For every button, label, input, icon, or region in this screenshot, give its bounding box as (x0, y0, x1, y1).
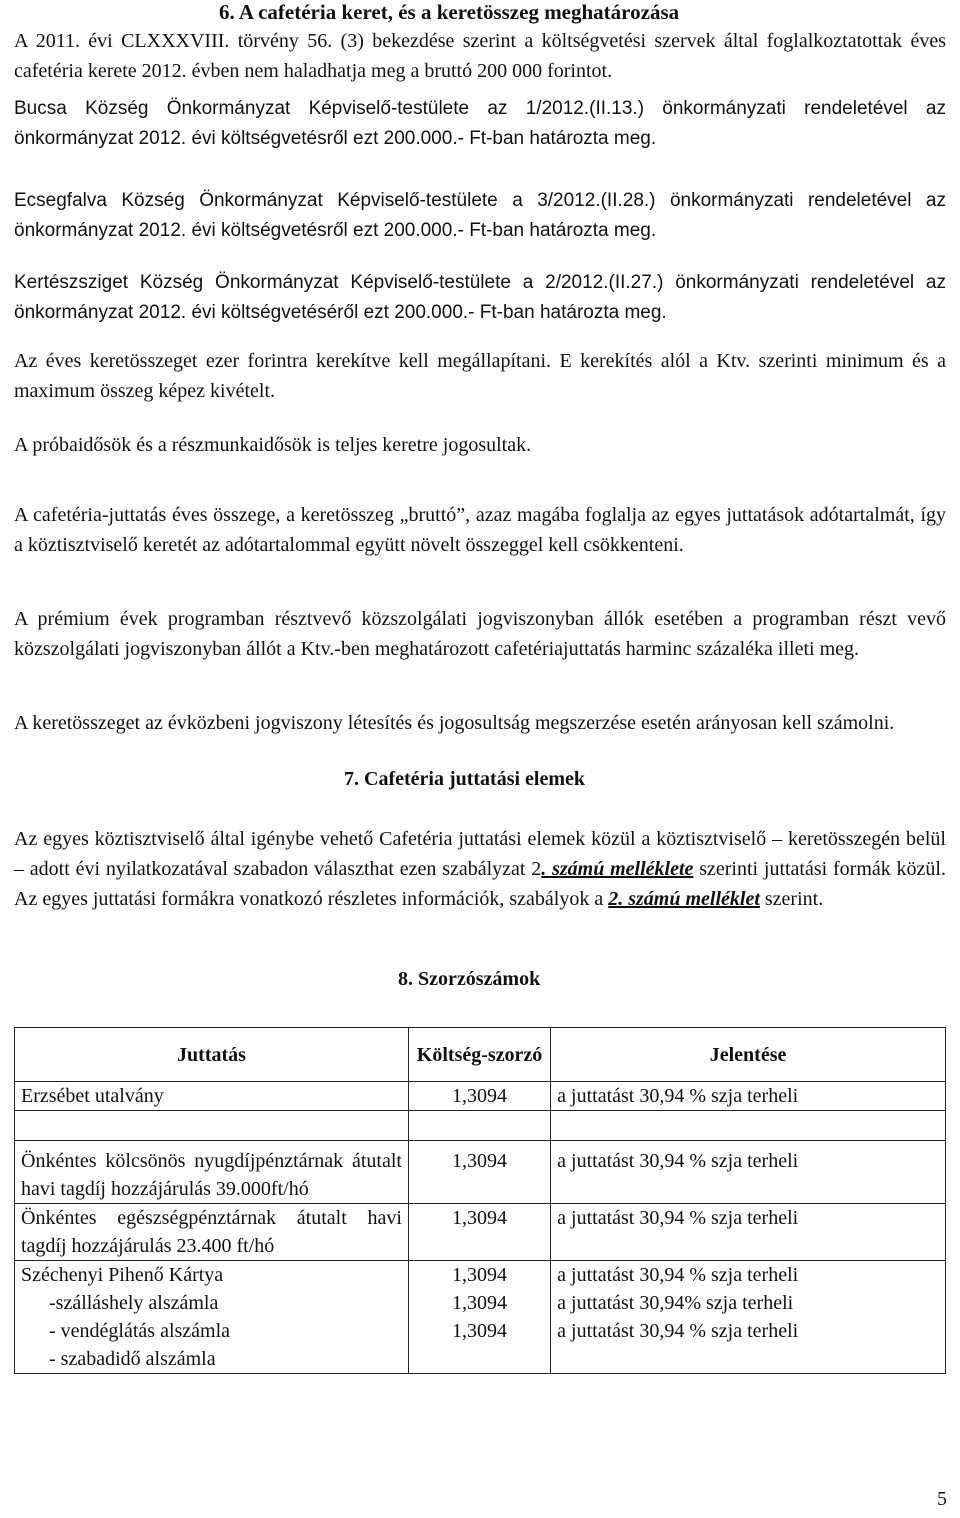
row-multiplier: 1,3094 (408, 1204, 550, 1261)
row-description: a juttatást 30,94 % szja terheli (551, 1141, 946, 1204)
section-7-heading: 7. Cafetéria juttatási elemek (344, 768, 586, 790)
section-8-heading: 8. Szorzószámok (398, 968, 541, 990)
paragraph-premium: A prémium évek programban résztvevő közszolgálati jogviszonyban állók esetében a programban részt vevő közszolgálati jogviszonyban állót a Ktv.-ben meghatározott cafetériajuttatás harminc százaléka illeti meg. (14, 608, 946, 660)
paragraph-ecsegfalva: Ecsegfalva Község Önkormányzat Képviselő-testülete a 3/2012.(II.28.) önkormányzati rendeletével az önkormányzat 2012. évi költségvetésről ezt 200.000.- Ft-ban határozta meg. (14, 190, 946, 241)
szep-description-cell (551, 1261, 946, 1374)
page-number: 5 (937, 1488, 947, 1510)
elements-text-c: szerint. (759, 888, 824, 910)
table-row (15, 1082, 946, 1111)
multiplier-table (14, 1027, 946, 1374)
row-name: Erzsébet utalvány (15, 1082, 409, 1111)
szep-multiplier: 1,3094 (452, 1320, 508, 1342)
paragraph-rounding: Az éves keretösszeget ezer forintra kerekítve kell megállapítani. E kerekítés alól a Ktv. szerinti minimum és a maximum összeg képez kivételt. (14, 350, 946, 402)
row-description (551, 1111, 946, 1141)
szep-sub-szallas: -szálláshely alszámla (49, 1292, 219, 1314)
table-header-row (15, 1028, 946, 1082)
elements-text-a: Az egyes köztisztviselő által igénybe vehető Cafetéria juttatási elemek közül a köztisztviselő – keretösszegén belül – adott évi nyilatkozatával szabadon választhat ezen szabályzat 2 (14, 828, 946, 880)
paragraph-elements (14, 824, 946, 914)
header-jelentese: Jelentése (551, 1028, 946, 1082)
table-row (15, 1204, 946, 1261)
table-row-szep (15, 1261, 946, 1374)
paragraph-arany: A keretösszeget az évközbeni jogviszony létesítés és jogosultság megszerzése esetén arányosan kell számolni. (14, 712, 895, 734)
row-multiplier: 1,3094 (408, 1141, 550, 1204)
row-multiplier (408, 1111, 550, 1141)
szep-description: a juttatást 30,94% szja terheli (557, 1292, 794, 1314)
szep-name: Széchenyi Pihenő Kártya (21, 1264, 224, 1286)
szep-sub-szabadido: - szabadidő alszámla (49, 1348, 216, 1370)
annex-2-ref-2: 2. számú melléklet (608, 888, 760, 910)
szep-multiplier: 1,3094 (452, 1264, 508, 1286)
row-name: Önkéntes egészségpénztárnak átutalt havi tagdíj hozzájárulás 23.400 ft/hó (15, 1204, 409, 1261)
paragraph-brutto: A cafetéria-juttatás éves összege, a keretösszeg „bruttó”, azaz magába foglalja az egyes juttatások adótartalmát, így a köztisztviselő keretét az adótartalommal együtt növelt összeggel kell csökkenteni. (14, 504, 946, 556)
header-koltsegszorzo: Költség-szorzó (408, 1028, 550, 1082)
annex-2-ref-1: . számú melléklete (541, 858, 694, 880)
szep-multiplier-cell (408, 1261, 550, 1374)
row-name (15, 1111, 409, 1141)
row-name: Önkéntes kölcsönös nyugdíjpénztárnak átutalt havi tagdíj hozzájárulás 39.000ft/hó (15, 1141, 409, 1204)
table-row (15, 1141, 946, 1204)
paragraph-kerteszsziget: Kertészsziget Község Önkormányzat Képviselő-testülete a 2/2012.(II.27.) önkormányzati rendeletével az önkormányzat 2012. évi költségvetéséről ezt 200.000.- Ft-ban határozta meg. (14, 272, 946, 323)
paragraph-law: A 2011. évi CLXXXVIII. törvény 56. (3) bekezdése szerint a költségvetési szervek által foglalkoztatottak éves cafetéria kerete 2012. évben nem haladhatja meg a bruttó 200 000 forintot. (14, 30, 946, 82)
header-juttatas: Juttatás (15, 1028, 409, 1082)
row-description: a juttatást 30,94 % szja terheli (551, 1082, 946, 1111)
row-multiplier: 1,3094 (408, 1082, 550, 1111)
row-description: a juttatást 30,94 % szja terheli (551, 1204, 946, 1261)
szep-description: a juttatást 30,94 % szja terheli (557, 1264, 799, 1286)
szep-sub-vendeglatas: - vendéglátás alszámla (49, 1320, 231, 1342)
table-row-empty (15, 1111, 946, 1141)
section-6-heading: 6. A cafetéria keret, és a keretösszeg meghatározása (219, 0, 680, 24)
paragraph-bucsa: Bucsa Község Önkormányzat Képviselő-testülete az 1/2012.(II.13.) önkormányzati rendeletével az önkormányzat 2012. évi költségvetésről ezt 200.000.- Ft-ban határozta meg. (14, 98, 946, 149)
szep-description: a juttatást 30,94 % szja terheli (557, 1320, 799, 1342)
szep-multiplier: 1,3094 (452, 1292, 508, 1314)
paragraph-probaido: A próbaidősök és a részmunkaidősök is teljes keretre jogosultak. (14, 434, 532, 456)
elements-text-b: szerinti juttatási formák közül. Az egyes juttatási formákra vonatkozó részletes információk, szabályok a (14, 858, 946, 910)
szep-name-cell (15, 1261, 409, 1374)
